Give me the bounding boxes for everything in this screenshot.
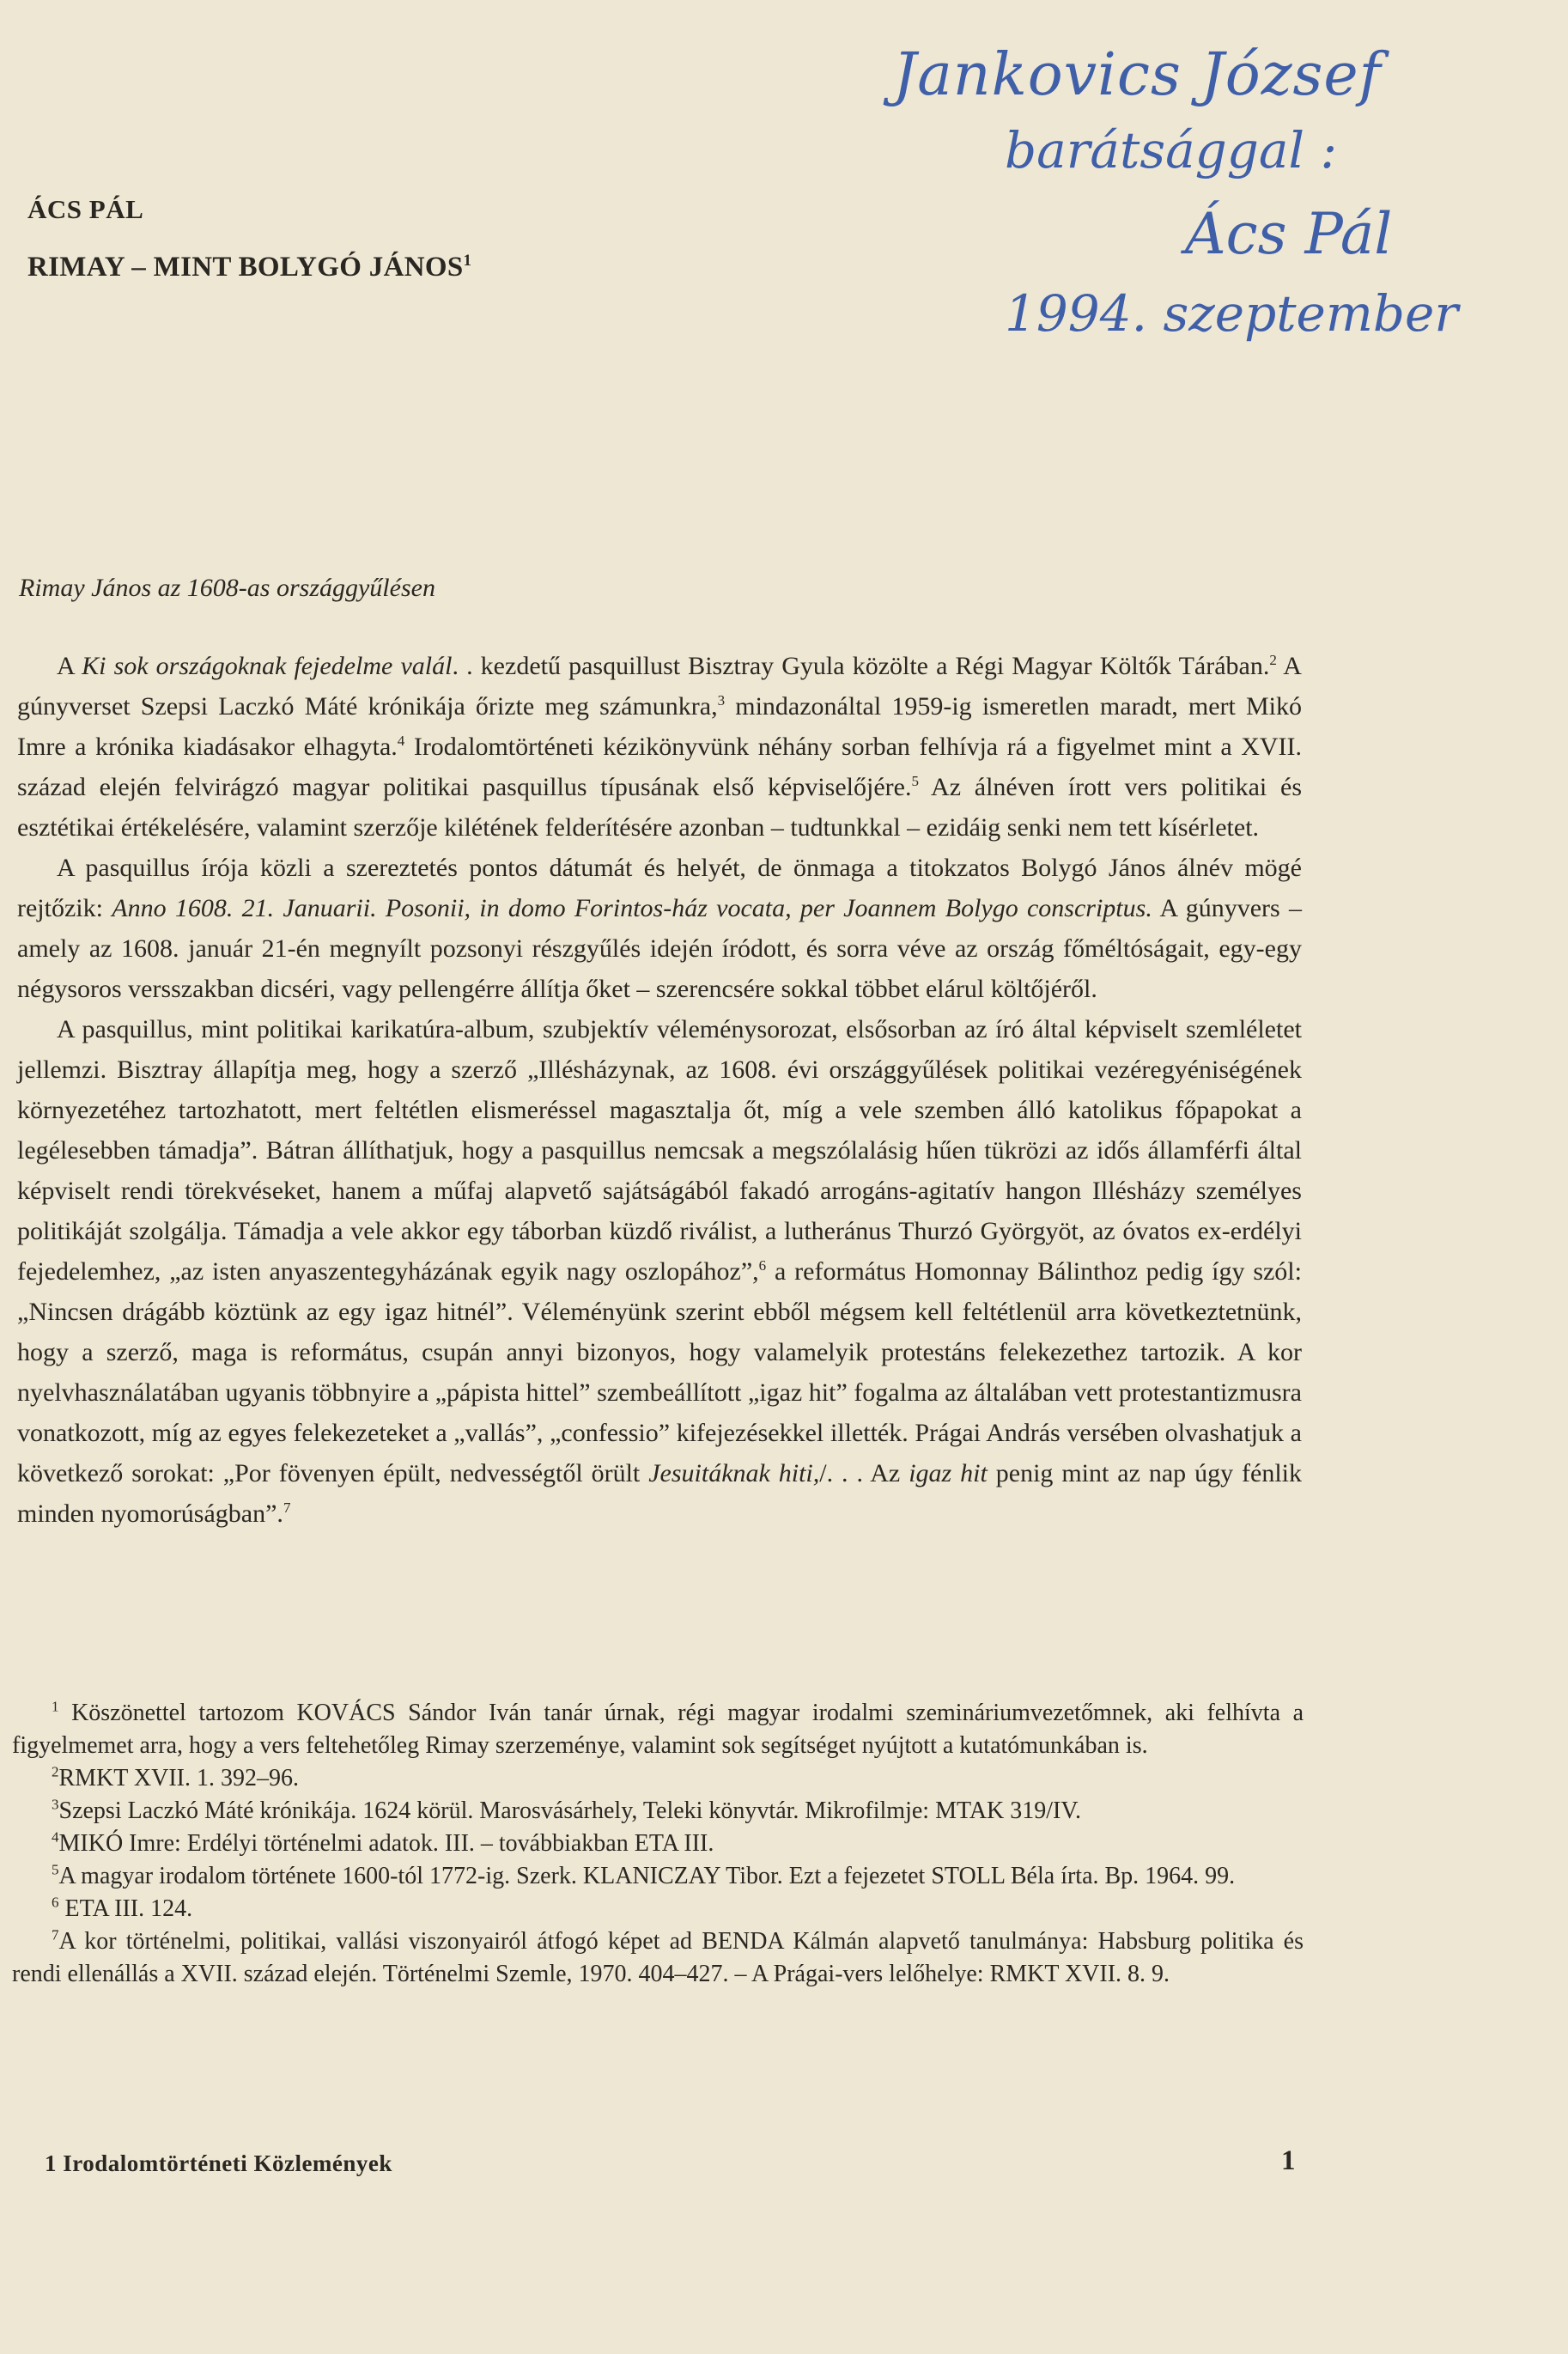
- paragraph-3-text-f: penig mint az nap úgy fénlik minden nyomorúságban”.: [17, 1459, 1303, 1528]
- footnote-6: [12, 1893, 1304, 1925]
- paragraph-1-text-d: A gúnyverset Szepsi Laczkó Máté krónikája őrizte meg számunkra,: [17, 652, 1302, 721]
- footnote-marker: 5: [52, 1861, 59, 1878]
- footnote-text: A magyar irodalom története 1600-tól 1772-ig. Szerk. KLANICZAY Tibor. Ezt a fejezetet STOLL Béla írta. Bp. 1964. 99.: [58, 1863, 1236, 1889]
- footnote-ref-6: 6: [758, 1257, 767, 1274]
- paragraph-1-text-c: . . kezdetű pasquillust Bisztray Gyula közölte a Régi Magyar Költők Tárában.: [452, 652, 1270, 680]
- handwritten-dedication: [876, 26, 1494, 369]
- latin-dating: Anno 1608. 21. Januarii. Posonii, in domo Forintos-ház vocata, per Joannem Bolygo conscriptus.: [112, 894, 1152, 922]
- handwriting-line-2: barátsággal :: [1005, 121, 1338, 179]
- quote-italic-2: igaz hit: [909, 1459, 988, 1487]
- article-body: [17, 646, 1302, 1534]
- footnote-text: RMKT XVII. 1. 392–96.: [58, 1765, 299, 1791]
- paragraph-1: [17, 646, 1302, 848]
- page-number: 1: [1281, 2145, 1296, 2176]
- footnote-1: [12, 1697, 1304, 1762]
- footnote-ref-7: 7: [283, 1499, 291, 1516]
- handwriting-drawing: [876, 26, 1494, 369]
- footnote-text: Köszönettel tartozom KOVÁCS Sándor Iván tanár úrnak, régi magyar irodalmi szemináriumvezetőmnek, aki felhívta a figyelmemet arra, hogy a vers feltehetőleg Rimay szerzeménye, valamint sok segítséget nyújtott a kutatómunkában is.: [12, 1700, 1304, 1759]
- handwriting-line-4: 1994. szeptember: [1005, 284, 1459, 343]
- footnote-ref-3: 3: [717, 692, 726, 709]
- article-title: [27, 252, 471, 283]
- paragraph-1-text-f: Irodalomtörténeti kézikönyvünk néhány sorban felhívja rá a figyelmet mint a XVII. század elején felvirágzó magyar politikai pasquillus típusának első képviselőjére.: [17, 733, 1303, 801]
- handwriting-line-3: Ács Pál: [1185, 201, 1393, 267]
- footnote-5: [12, 1860, 1304, 1893]
- footnote-text: Szepsi Laczkó Máté krónikája. 1624 körül. Marosvásárhely, Teleki könyvtár. Mikrofilmje: MTAK 319/IV.: [58, 1797, 1081, 1824]
- footnote-4: [12, 1828, 1304, 1860]
- footnote-ref-4: 4: [397, 733, 405, 749]
- footnotes: [12, 1697, 1304, 1991]
- journal-footer: 1 Irodalomtörténeti Közlemények: [45, 2150, 392, 2176]
- footnote-marker: 1: [52, 1698, 59, 1715]
- paragraph-2-text-c: A gúnyvers – amely az 1608. január 21-én megnyílt pozsonyi részgyűlés idején íródott, és sorra véve az ország főméltóságait, egy-egy négysoros versszakban dicséri, vagy pellengérre állítja őket – szerencsére sokkal többet elárul költőjéről.: [17, 894, 1303, 1003]
- paragraph-3-text-d: /. . . Az: [819, 1459, 909, 1487]
- footnote-marker: 2: [52, 1763, 59, 1780]
- paragraph-3: [17, 1009, 1302, 1534]
- footnote-text: A kor történelmi, politikai, vallási viszonyairól átfogó képet ad BENDA Kálmán alapvető tanulmánya: Habsburg politika és rendi ellenállás a XVII. század elején. Történelmi Szemle, 1970. 404–427. – A Prágai-vers lelőhelye: RMKT XVII. 8. 9.: [12, 1928, 1304, 1987]
- footnote-marker: 7: [52, 1926, 59, 1943]
- paragraph-3-text-b: a református Homonnay Bálinthoz pedig így szól: „Nincsen drágább köztünk az egy igaz hitnél”. Véleményünk szerint ebből mégsem kell feltétlenül arra következtetnünk, hogy a szerző, maga is református, csupán annyi bizonyos, hogy valamelyik protestáns felekezethez tartozik. A kor nyelvhasználatában ugyanis többnyire a „pápista hittel” szembeállított „igaz hit” fogalma az általában vett protestantizmusra vonatkozott, míg az egyes felekezeteket a „vallás”, „confessio” kifejezésekkel illették. Prágai András versében olvashatjuk a következő sorokat: „Por fövenyen épült, nedvességtől örült: [17, 1257, 1302, 1487]
- section-subtitle: Rimay János az 1608-as országgyűlésen: [19, 574, 435, 602]
- footnote-text: ETA III. 124.: [58, 1895, 193, 1922]
- footnote-2: [12, 1762, 1304, 1795]
- quote-italic-1: Jesuitáknak hiti,: [648, 1459, 820, 1487]
- title-text: RIMAY – MINT BOLYGÓ JÁNOS: [27, 252, 464, 283]
- paragraph-1-text-g: Az álnéven írott vers politikai és esztétikai értékelésére, valamint szerzője kilétének felderítésére azonban – tudtunkkal – ezidáig senki nem tett kísérletet.: [17, 773, 1303, 842]
- footnote-7: [12, 1925, 1304, 1991]
- title-footnote-ref: 1: [463, 252, 472, 270]
- paragraph-1-text-e: mindazonáltal 1959-ig ismeretlen maradt, mert Mikó Imre a krónika kiadásakor elhagyta.: [17, 692, 1303, 761]
- footnote-marker: 4: [52, 1828, 59, 1846]
- footnote-marker: 6: [52, 1894, 59, 1911]
- poem-first-line: Ki sok országoknak fejedelme valál: [82, 652, 453, 680]
- paragraph-2-text-a: A pasquillus írója közli a szereztetés pontos dátumát és helyét, de önmaga a titokzatos Bolygó János álnév mögé rejtőzik:: [17, 854, 1302, 922]
- footnote-marker: 3: [52, 1796, 59, 1813]
- footnote-ref-2: 2: [1269, 652, 1277, 668]
- footnote-ref-5: 5: [911, 773, 919, 789]
- paragraph-1-text-a: A: [57, 652, 82, 680]
- footnote-3: [12, 1795, 1304, 1828]
- paragraph-3-text-a: A pasquillus, mint politikai karikatúra-album, szubjektív véleménysorozat, elsősorban az író által képviselt szemléletet jellemzi. Bisztray állapítja meg, hogy a szerző „Illésházynak, az 1608. évi országgyűlések politikai vezéregyéniségének környezetéhez tartozhatott, mert feltétlen elismeréssel magasztalja őt, míg a vele szemben álló katolikus főpapokat a legélesebben támadja”. Bátran állíthatjuk, hogy a pasquillus nemcsak a megszólalásig hűen tükrözi az idős államférfi által képviselt rendi törekvéseket, hanem a műfaj alapvető sajátságából fakadó arrogáns-agitatív hangon Illésházy személyes politikáját szolgálja. Támadja a vele akkor egy táborban küzdő riválist, a lutheránus Thurzó Györgyöt, az óvatos ex-erdélyi fejedelemhez, „az isten anyaszentegyházának egyik nagy oszlopához”,: [17, 1015, 1302, 1286]
- author-name: ÁCS PÁL: [27, 194, 144, 224]
- handwriting-line-1: Jankovics József: [893, 41, 1382, 109]
- footnote-text: MIKÓ Imre: Erdélyi történelmi adatok. III. – továbbiakban ETA III.: [58, 1830, 714, 1857]
- paragraph-2: [17, 848, 1302, 1009]
